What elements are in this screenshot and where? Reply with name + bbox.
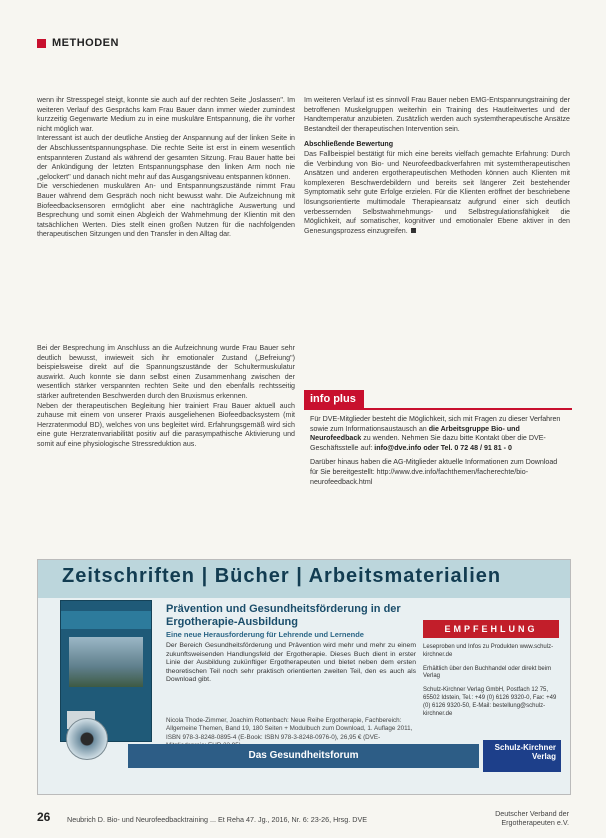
column-left-top [37, 96, 295, 240]
cd-icon [66, 718, 108, 760]
section-marker [37, 39, 46, 48]
column-left-bottom [37, 344, 295, 450]
recommendation-label: EMPFEHLUNG [423, 620, 559, 638]
info-contact[interactable]: info@dve.info oder Tel. 0 72 48 / 91 81 - 0 [374, 443, 512, 452]
ad-description: Der Bereich Gesundheitsförderung und Prävention wird mehr und mehr zu einem zukunftsweisenden Handlungsfeld der Ergotherapie. Dieses Buch dient in erster Linie der Ausbildung zukünftiger Ergotherapeuten und bietet neben dem ersten theoretischen Teil noch sehr praktisch orientierten zweiten Teil, den es auch als Download gibt. [166, 642, 416, 684]
rec-paragraph: Schulz-Kirchner Verlag GmbH, Postfach 12 75, 65502 Idstein, Tel.: +49 (0) 6126 9320-0, Fax: +49 (0) 6126 9320-50, E-Mail: bestellung@schulz-kirchner.de [423, 687, 557, 717]
book-cover-photo [69, 637, 143, 687]
citation: Neubrich D. Bio- und Neurofeedbacktraining ... Et Reha 47. Jg., 2016, Nr. 6: 23-26, Hrsg. DVE [67, 815, 368, 824]
paragraph: Interessant ist auch der deutliche Anstieg der Anspannung auf der linken Seite in der Abschlussentspannungsphase. Die rechte Seite ist erst in einem wesentlich entspannteren Zustand als während der gesamten Sitzung. Frau Bauer hatte bei der Ankündigung der letzten Entspannungsphase den linken Arm noch nie „gelockert" und danach nicht mehr auf das Ausgangsniveau entspannen können. [37, 134, 295, 181]
ad-reference: Nicola Thode-Zimmer, Joachim Rottenbach: Neue Reihe Ergotherapie, Fachbereich: Allgemeine Themen, Band 19, 180 Seiten + Modulbuch zum Download, 1. Auflage 2011, ISBN 978-3-8248-0895-4 (E-Book: ISBN 978-3-8248-0976-0), 26,95 € (DVE- [166, 717, 413, 741]
ad-title: Prävention und Gesundheitsförderung in der Ergotherapie-Ausbildung [166, 603, 401, 628]
info-download-text: Darüber hinaus haben die AG-Mitglieder aktuelle Informationen zum Download für Sie bereitgestellt: http://www.dve.info/fachthemen/facherechte/bio-neurofeedback.html [310, 458, 558, 486]
section-header [37, 37, 119, 49]
info-group-name: die Arbeitsgruppe Bio- und Neurofeedback [310, 424, 520, 443]
page-number: 26 [37, 810, 51, 824]
ad-subtitle: Eine neue Herausforderung für Lehrende und Lernende [166, 630, 364, 639]
info-plus-body [304, 408, 572, 487]
paragraph: wenn ihr Stresspegel steigt, konnte sie auch auf der rechten Seite „loslassen". Im weiteren Verlauf des Gesprächs kam Frau Bauer dann immer wieder zumindest kurzzeitig Gegenwarte Medium zu in eine muskuläre Entspannung, die ihr vorher nicht möglich war. [37, 96, 295, 133]
rec-paragraph: Leseproben und Infos zu Produkten www.schulz-kirchner.de [423, 644, 554, 658]
ad-banner [38, 560, 570, 598]
ad-footer-bar: Das Gesundheitsforum [128, 744, 479, 768]
info-text: Für DVE-Mitglieder besteht die Möglichkeit, sich mit Fragen zu dieser Verfahren sowie zum Informationsaustausch an [310, 415, 561, 433]
conclusion-heading: Abschließende Bewertung [304, 140, 394, 149]
rec-paragraph: Erhältlich über den Buchhandel oder direkt beim Verlag [423, 665, 552, 680]
section-title: METHODEN [52, 37, 119, 49]
info-plus-box [304, 389, 572, 492]
book-cover-image [60, 600, 152, 742]
info-plus-tag: info plus [304, 390, 364, 408]
column-right [304, 96, 570, 236]
conclusion-body: Das Fallbeispiel bestätigt für mich eine bereits vielfach gemachte Erfahrung: Durch die Verbindung von Bio- und Neurofeedbackverfahren mit systemtherapeutischen Ansätzen und anderen ergotherapeutischen Methoden können auch Klienten mit komplexeren Beschwerdebildern und bereits seit längerer Zeit bestehender Symptomatik sehr gute Erfolge erzielen. Für die Klienten eröffnet der beschriebene lösungsorientierte multimodale Therapieansatz aufgrund einer sich deutlich verbessernden Selbstwahrnehmungs- und Selbstregulationsfähigkeit die Möglichkeit, auf somatischer, kognitiver und emotionaler Ebene aktiver in den Genesungsprozess einzugreifen. [304, 149, 570, 235]
ad-banner-text: Zeitschriften | Bücher | Arbeitsmaterialien [62, 565, 502, 587]
paragraph: Im weiteren Verlauf ist es sinnvoll Frau Bauer neben EMG-Entspannungstraining der betroffenen Muskelgruppen weiterhin ein Training des Hautleitwertes und der Handtemperatur anzubieten. Zusätzlich werden auch systemtherapeutische Ansätze Bestandteil der therapeutischen Intervention sein. [304, 96, 570, 133]
info-paragraph [310, 415, 566, 453]
organization: Deutscher Verband der Ergotherapeuten e.V. [495, 809, 569, 827]
end-mark-icon [411, 228, 416, 233]
recommendation-text [423, 644, 559, 724]
advertisement [37, 559, 571, 795]
publisher-logo: Schulz-Kirchner Verlag [483, 740, 561, 772]
conclusion-text [304, 150, 570, 236]
book-cover-band [61, 611, 151, 629]
paragraph: Bei der Besprechung im Anschluss an die Aufzeichnung wurde Frau Bauer sehr deutlich bewusst, inwieweit sich ihr emotionaler Zustand („Befreiung") beispielsweise direkt auf die Spannungszustände der Schultermuskulatur auswirkt. Auch konnte sie dann selbst einen Zusammenhang zwischen der wesentlich stärker verspannten rechten Seite und den ebenfalls rechtsseitig stärker auftretenden Beschwerden durch den Bruxismus erkennen. [37, 344, 295, 400]
paragraph: Neben der therapeutischen Begleitung hier trainiert Frau Bauer aktuell auch zuhause mit einem von unserer Praxis ausgeliehenen Biofeedbacksystem (mit Herzratenmodul BD), welches von uns begleitet wird. Erfahrungsgemäß wird sich eine gute Herzratenvariabilität positiv auf die parasympathische Aktivierung und somit auf eine physiologische Stressreduktion aus. [37, 401, 295, 448]
paragraph: Die verschiedenen muskulären An- und Entspannungszustände nimmt Frau Bauer während dem Gespräch noch nicht bewusst wahr. Die Aufzeichnung mit Biofeedbacksensoren ermöglicht aber eine nachträgliche Auswertung und Besprechung und somit einen Abgleich der Wahrnehmung der Klientin mit den tatsächlichen Werten. Dies stellt einen großen Nutzen für die nachfolgenden therapeutischen Sitzungen und den Transfer in den Alltag dar. [37, 182, 295, 239]
info-text: zu wenden. Nehmen Sie dazu bitte Kontakt über die DVE-Geschäftsstelle auf: [310, 434, 546, 452]
